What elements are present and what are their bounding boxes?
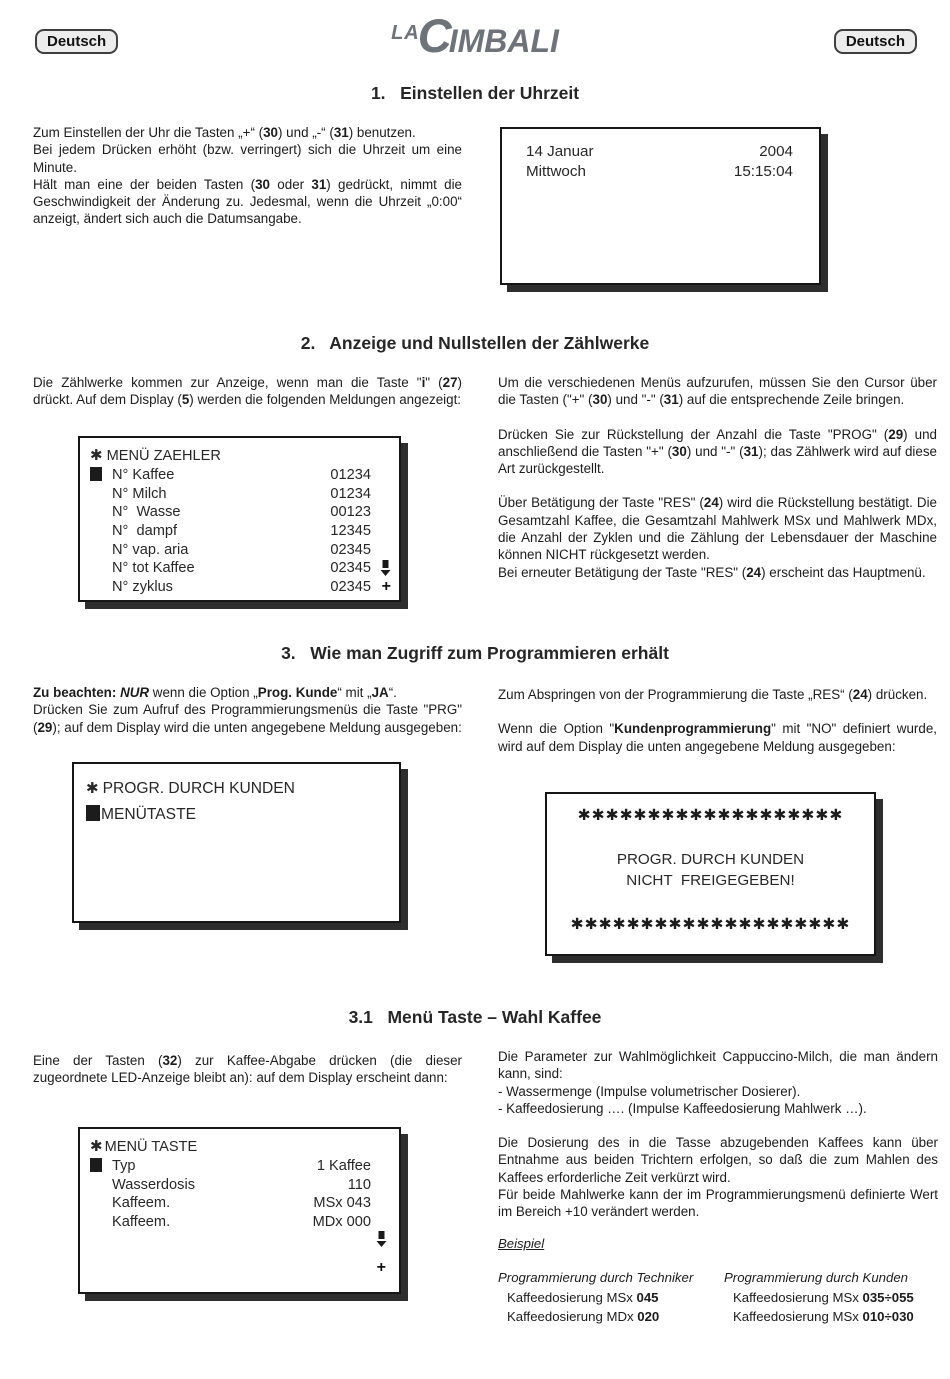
section3-intro: [33, 684, 462, 736]
clock-row: [526, 142, 793, 162]
counter-label: N° Wasse: [112, 504, 181, 521]
display-line: [86, 776, 387, 802]
logo-prefix: LA: [391, 22, 420, 44]
heavy-asterisk-icon: ✱: [90, 447, 103, 464]
counter-label: N° tot Kaffee: [112, 560, 195, 577]
menu-label: Wasserdosis: [112, 1176, 195, 1193]
section31-body: [498, 1048, 938, 1221]
example-row: Kaffeedosierung MSx 010÷030: [733, 1309, 914, 1324]
section2-heading: 2. Anzeige und Nullstellen der Zählwerke: [300, 333, 650, 353]
section1-intro: [33, 124, 462, 228]
paragraph: Zum Einstellen der Uhr die Tasten „+“ (30) und „-“ (31) benutzen.: [33, 125, 416, 140]
display-title: [90, 1137, 391, 1156]
asterisk-row: ✱✱✱✱✱✱✱✱✱✱✱✱✱✱✱✱✱✱✱✱: [570, 916, 851, 933]
section31-heading: 3.1 Menü Taste – Wahl Kaffee: [348, 1007, 602, 1027]
example-row: Kaffeedosierung MSx 035÷055: [733, 1289, 914, 1305]
cursor-cell: [90, 1158, 112, 1174]
clock-time: 15:15:04: [733, 162, 793, 180]
example-header-technician: Programmierung durch Techniker: [498, 1270, 694, 1285]
menu-row: [90, 1213, 391, 1232]
display-line-text: MENÜTASTE: [101, 806, 197, 823]
menu-value: MDx 000: [312, 1214, 371, 1231]
menu-label: Kaffeem.: [112, 1195, 171, 1212]
language-badge-right: Deutsch: [834, 29, 917, 54]
asterisk-row: ✱✱✱✱✱✱✱✱✱✱✱✱✱✱✱✱✱✱✱: [577, 807, 844, 824]
section31-intro: [33, 1052, 462, 1087]
counter-value: 00123: [330, 504, 371, 521]
clock-row: [526, 162, 793, 182]
example-header-customer: Programmierung durch Kunden: [724, 1270, 908, 1285]
display-title: [90, 446, 391, 465]
clock-year: 2004: [759, 143, 793, 160]
counter-label: N° vap. aria: [112, 541, 189, 558]
cursor-square-icon: [90, 1158, 102, 1172]
paragraph: Für beide Mahlwerke kann der im Programmierungsmenü definierte Wert im Bereich +10 verändert werden.: [498, 1187, 938, 1220]
paragraph: Die Zählwerke kommen zur Anzeige, wenn man die Taste "i" (27) drückt. Auf dem Display (5) werden die folgenden Meldungen angezeigt:: [33, 375, 462, 408]
customer-prog-display: [72, 762, 401, 923]
counters-display: [78, 436, 401, 602]
menu-label: Typ: [112, 1158, 136, 1175]
paragraph: Drücken Sie zur Rückstellung der Anzahl die Taste "PROG" (29) und anschließend die Tasten "+" (30) und "-" (31); das Zählwerk wird auf diese Art zurückgestellt.: [498, 426, 938, 477]
paragraph: Die Parameter zur Wahlmöglichkeit Cappuccino-Milch, die man ändern kann, sind:: [498, 1049, 938, 1082]
menu-value: 110: [347, 1176, 371, 1193]
display-line-text: PROGR. DURCH KUNDEN: [616, 851, 805, 868]
section3-heading: 3. Wie man Zugriff zum Programmieren erhält: [281, 643, 669, 663]
example-row: Kaffeedosierung MSx 045: [507, 1289, 659, 1305]
display-line-text: NICHT FREIGEGEBEN!: [626, 872, 795, 889]
plus-icon: +: [376, 1259, 386, 1276]
counter-value: 02345: [330, 560, 371, 577]
paragraph: - Wassermenge (Impulse volumetrischer Dosierer).: [498, 1083, 801, 1099]
section2-body: [498, 374, 937, 581]
prog-denied-display: [545, 792, 876, 956]
scroll-down-icon: [376, 1231, 387, 1248]
scroll-down-icon: [371, 560, 391, 577]
paragraph: Wenn die Option "Kundenprogrammierung" mit "NO" definiert wurde, wird auf dem Display die unten angegebene Meldung ausgegeben:: [498, 721, 937, 754]
counter-row: [90, 522, 391, 541]
counter-row: N° zyklus 02345 +: [112, 577, 391, 595]
example-row: Kaffeedosierung MDx 020: [507, 1309, 660, 1324]
menu-row: [90, 1176, 391, 1195]
section2-intro: [33, 374, 462, 409]
paragraph: Drücken Sie zum Aufruf des Programmierungsmenüs die Taste "PRG" (29); auf dem Display wird die unten angegebene Meldung ausgegeben:: [33, 702, 462, 735]
display-line-text: PROGR. DURCH KUNDEN: [102, 780, 295, 797]
display-title-text: MENÜ TASTE: [104, 1139, 198, 1155]
menu-row: [90, 1157, 391, 1176]
example-table: [498, 1268, 940, 1327]
clock-date: 14 Januar: [526, 143, 594, 160]
paragraph: Um die verschiedenen Menüs aufzurufen, müssen Sie den Cursor über die Tasten ("+" (30) und "-" (31) auf die entsprechende Zeile bringen.: [498, 375, 937, 408]
counter-value: 12345: [330, 523, 371, 540]
paragraph: Hält man eine der beiden Tasten (30 oder 31) gedrückt, nimmt die Geschwindigkeit der Änderung zu. Jedesmal, wenn die Uhrzeit „0:00“ anzeigt, ändert sich auch die Datumsangabe.: [33, 176, 463, 227]
display-line: [86, 802, 387, 828]
counter-row: [90, 485, 391, 504]
counter-value: 01234: [330, 485, 371, 502]
paragraph: Bei erneuter Betätigung der Taste "RES" (24) erscheint das Hauptmenü.: [498, 564, 926, 580]
display-title-text: MENÜ ZAEHLER: [106, 448, 221, 464]
menu-value: 1 Kaffee: [316, 1158, 371, 1175]
paragraph: Eine der Tasten (32) zur Kaffee-Abgabe drücken (die dieser zugeordnete LED-Anzeige bleibt an): auf dem Display erscheint dann:: [33, 1053, 463, 1086]
paragraph: Über Betätigung der Taste "RES" (24) wird die Rückstellung bestätigt. Die Gesamtzahl Kaffee, die Gesamtzahl Mahlwerk MSx und Mahlwerk MDx, die Anzahl der Zyklen und die Zählung der Lebensdauer der Maschine können NICHT rückgesetzt werden.: [498, 495, 937, 563]
example-block: [498, 1236, 940, 1327]
counter-value: 02345: [330, 541, 371, 558]
brand-logo: [0, 9, 950, 62]
language-badge-left: Deutsch: [35, 29, 118, 54]
counter-value: 01234: [330, 467, 371, 484]
logo-rest: IMBALI: [448, 23, 559, 59]
section3-body: [498, 686, 937, 755]
heavy-asterisk-icon: ✱: [90, 1138, 103, 1155]
counter-label: N° zyklus: [112, 578, 173, 595]
paragraph: - Kaffeedosierung …. (Impulse Kaffeedosierung Mahlwerk …).: [498, 1100, 867, 1116]
logo-initial: C: [417, 9, 452, 62]
paragraph: Zum Abspringen von der Programmierung die Taste „RES“ (24) drücken.: [498, 687, 928, 702]
counter-row: [90, 503, 391, 522]
paragraph: Die Dosierung des in die Tasse abzugebenden Kaffees kann über Entnahme aus beiden Trichtern erfolgen, so daß die zum Mahlen des Kaffees erforderliche Zeit verkürzt wird.: [498, 1135, 938, 1185]
heavy-asterisk-icon: ✱: [86, 780, 99, 797]
menu-value: MSx 043: [313, 1195, 371, 1212]
cursor-square-icon: [86, 805, 100, 821]
cursor-cell: [90, 467, 112, 483]
counter-value: 02345: [330, 578, 371, 595]
section1-heading: 1. Einstellen der Uhrzeit: [370, 83, 580, 103]
paragraph: Bei jedem Drücken erhöht (bzw. verringert) sich die Uhrzeit um eine Minute.: [33, 142, 462, 175]
menu-label: Kaffeem.: [112, 1214, 171, 1231]
counter-row: [90, 540, 391, 559]
counter-label: N° dampf: [112, 523, 178, 540]
counter-row: [90, 466, 391, 485]
paragraph: Zu beachten: NUR wenn die Option „Prog. Kunde“ mit „JA“.: [33, 685, 397, 700]
example-label: Beispiel: [498, 1236, 545, 1251]
counter-label: N° Milch: [112, 485, 167, 502]
clock-display: [500, 127, 821, 285]
menu-row: [90, 1194, 391, 1213]
menu-taste-display: [78, 1127, 401, 1294]
cursor-square-icon: [90, 467, 102, 481]
counter-row: [90, 559, 391, 578]
counter-label: N° Kaffee: [112, 467, 175, 484]
clock-weekday: Mittwoch: [526, 162, 586, 180]
